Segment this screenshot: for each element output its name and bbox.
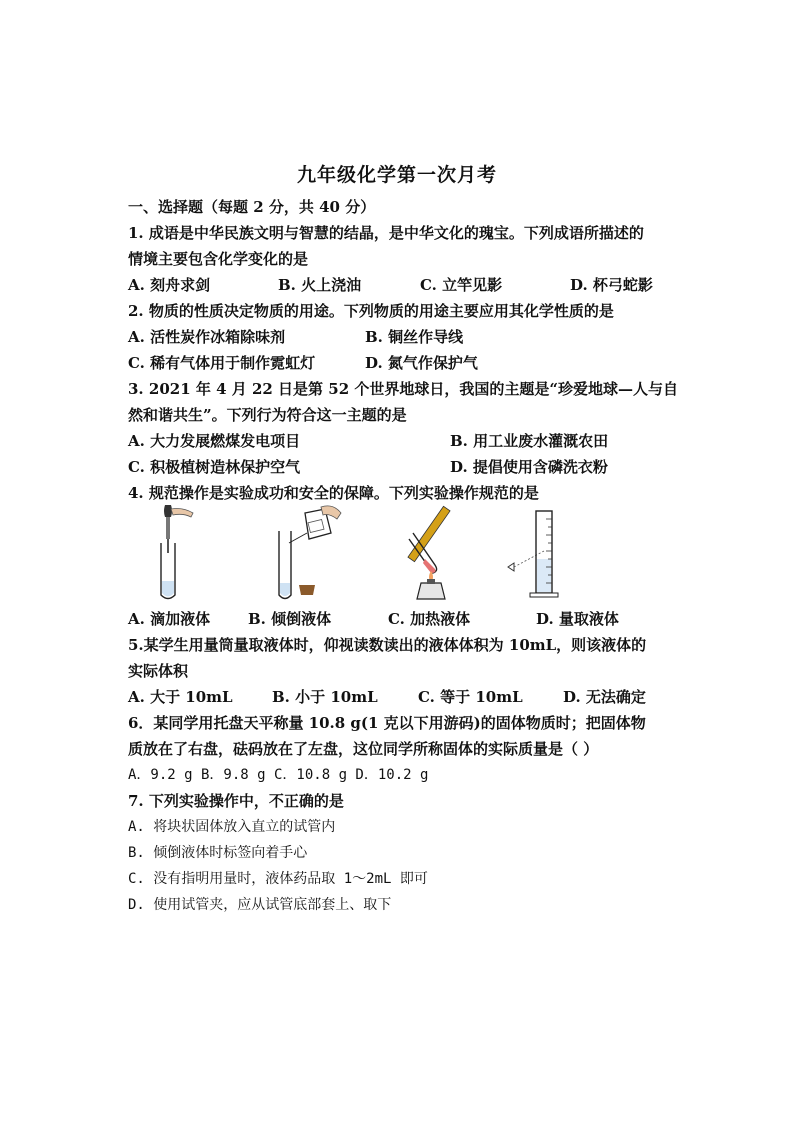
liquid: [162, 581, 174, 597]
question-5-text-cont: 实际体积: [128, 662, 189, 680]
q5-option-b: B. 小于 10mL: [272, 688, 378, 706]
liquid: [280, 583, 290, 596]
q3-option-d: D. 提倡使用含磷洗衣粉: [450, 458, 608, 476]
liquid: [423, 559, 436, 573]
question-3-text-cont: 然和谐共生”。下列行为符合这一主题的是: [128, 406, 407, 424]
dropper-figure: [145, 503, 205, 603]
dropper-bulb: [164, 505, 172, 517]
q2-option-c: C. 稀有气体用于制作霓虹灯: [128, 354, 316, 372]
question-1-text: 1. 成语是中华民族文明与智慧的结晶，是中华文化的瑰宝。下列成语所描述的: [128, 224, 644, 242]
q1-option-c: C. 立竿见影: [420, 276, 503, 294]
q3-option-a: A. 大力发展燃煤发电项目: [128, 432, 301, 450]
eye-icon: [508, 563, 514, 571]
question-2-text: 2. 物质的性质决定物质的用途。下列物质的用途主要应用其化学性质的是: [128, 302, 614, 320]
lamp-wick: [427, 579, 435, 584]
pour-stream: [289, 533, 307, 543]
page-title: 九年级化学第一次月考: [296, 164, 497, 186]
heating-figure: [395, 503, 475, 603]
q1-option-d: D. 杯弓蛇影: [570, 276, 653, 294]
q7-option-d: D. 使用试管夹，应从试管底部套上、取下: [128, 897, 392, 913]
q1-option-a: A. 刻舟求剑: [128, 276, 211, 294]
section-heading: 一、选择题（每题 2 分，共 40 分）: [128, 198, 376, 216]
cylinder-figure: [500, 503, 570, 603]
q5-option-c: C. 等于 10mL: [418, 688, 523, 706]
question-4-text: 4. 规范操作是实验成功和安全的保障。下列实验操作规范的是: [128, 484, 539, 502]
question-6-text-cont: 质放在了右盘，砝码放在了左盘，这位同学所称固体的实际质量是（ ）: [128, 740, 599, 758]
q3-option-c: C. 积极植树造林保护空气: [128, 458, 301, 476]
q4-option-b: B. 倾倒液体: [248, 610, 332, 628]
q3-option-b: B. 用工业废水灌溉农田: [450, 432, 609, 450]
q5-option-d: D. 无法确定: [563, 688, 646, 706]
hand: [171, 509, 193, 518]
q7-option-c: C. 没有指明用量时，液体药品取 1～2mL 即可: [128, 871, 428, 887]
cylinder-base: [530, 593, 558, 597]
q4-option-a: A. 滴加液体: [128, 610, 211, 628]
question-1-text-cont: 情境主要包含化学变化的是: [128, 250, 309, 268]
pouring-figure: [265, 503, 345, 603]
question-6-text: 6．某同学用托盘天平称量 10.8 g(1 克以下用游码)的固体物质时；把固体物: [128, 714, 646, 732]
q4-option-d: D. 量取液体: [536, 610, 619, 628]
dropper-tip: [167, 539, 169, 553]
dropper-tube: [166, 517, 170, 539]
question-7-text: 7. 下列实验操作中，不正确的是: [128, 792, 344, 810]
q2-option-b: B. 铜丝作导线: [365, 328, 464, 346]
alcohol-lamp: [417, 583, 445, 599]
q2-option-a: A. 活性炭作冰箱除味剂: [128, 328, 286, 346]
question-3-text: 3. 2021 年 4 月 22 日是第 52 个世界地球日，我国的主题是“珍爱地球—人与自: [128, 380, 679, 398]
question-5-text: 5.某学生用量筒量取液体时，仰视读数读出的液体体积为 10mL，则该液体的: [128, 636, 647, 654]
q1-option-b: B. 火上浇油: [278, 276, 362, 294]
bottle-stopper: [299, 585, 315, 595]
liquid: [537, 559, 551, 592]
q7-option-a: A. 将块状固体放入直立的试管内: [128, 819, 336, 835]
q6-options: A．9.2 g B．9.8 g C．10.8 g D．10.2 g: [128, 767, 429, 783]
q7-option-b: B. 倾倒液体时标签向着手心: [128, 845, 308, 861]
q4-option-c: C. 加热液体: [388, 610, 471, 628]
q5-option-a: A. 大于 10mL: [128, 688, 233, 706]
q2-option-d: D. 氮气作保护气: [365, 354, 478, 372]
